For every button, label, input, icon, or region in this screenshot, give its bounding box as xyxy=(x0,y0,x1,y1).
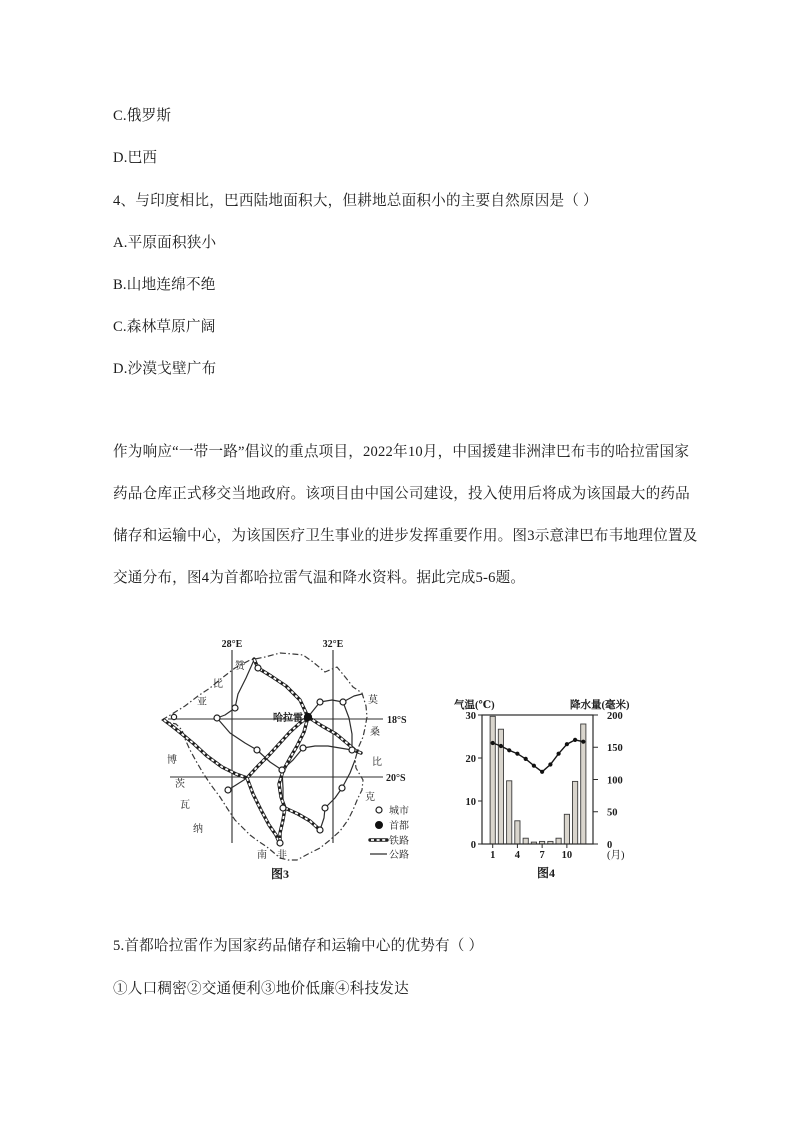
right-axis-tick-label: 0 xyxy=(607,839,613,851)
precip-bar xyxy=(507,781,512,844)
x-axis-tick-label: 4 xyxy=(514,850,521,861)
legend-road-label: 公路 xyxy=(389,850,409,861)
neighbor-label-char: 赞 xyxy=(235,661,245,672)
temperature-point xyxy=(557,752,561,756)
neighbor-label-char: 比 xyxy=(372,757,382,768)
figure3-caption: 图3 xyxy=(270,867,290,881)
capital-marker-harare xyxy=(304,713,311,720)
right-axis-tick-label: 150 xyxy=(607,743,623,755)
temperature-point xyxy=(548,762,552,766)
temperature-point xyxy=(573,738,577,742)
neighbor-label-char: 莫 xyxy=(368,695,378,706)
q4-option-b: B.山地连绵不绝 xyxy=(113,277,216,293)
precip-bar xyxy=(556,838,561,844)
left-axis-tick-label: 30 xyxy=(465,710,476,722)
temperature-point xyxy=(507,748,511,752)
neighbor-label-char: 比 xyxy=(213,679,223,690)
precip-bar xyxy=(573,781,578,844)
railway-network xyxy=(164,659,361,844)
q3-option-d: D.巴西 xyxy=(113,150,158,166)
figure3-zimbabwe-map xyxy=(150,638,420,888)
temperature-point xyxy=(515,752,519,756)
neighbor-label-char: 纳 xyxy=(193,824,203,835)
q4-option-c: C.森林草原广阔 xyxy=(113,319,216,335)
temperature-point xyxy=(581,740,585,744)
temperature-line xyxy=(493,740,584,772)
meridian-label-32e: 32°E xyxy=(322,639,344,650)
left-axis-tick-label: 0 xyxy=(470,839,476,851)
plot-area xyxy=(466,711,623,861)
temperature-point xyxy=(491,741,495,745)
left-axis-tick-label: 20 xyxy=(465,753,476,765)
x-axis-unit: (月) xyxy=(607,850,625,861)
precip-bar xyxy=(523,838,528,844)
legend-city-icon xyxy=(376,807,382,813)
legend-railway-label: 铁路 xyxy=(389,836,409,847)
legend-capital-icon xyxy=(376,822,383,829)
q4-option-d: D.沙漠戈壁广布 xyxy=(113,361,217,377)
precip-bar xyxy=(515,821,520,844)
x-axis-tick-label: 7 xyxy=(539,850,545,861)
passage-line-1: 作为响应“一带一路”倡议的重点项目，2022年10月，中国援建非洲津巴布韦的哈拉雷国家 xyxy=(113,444,690,460)
right-axis-tick-label: 50 xyxy=(607,807,618,819)
neighbor-label-char: 博 xyxy=(167,755,177,766)
right-axis-tick-label: 100 xyxy=(607,775,623,787)
neighbor-label-char: 克 xyxy=(365,792,375,803)
temperature-point xyxy=(532,764,536,768)
precip-bar xyxy=(564,814,569,844)
left-axis-title: 气温(℃) xyxy=(454,700,495,711)
temperature-point xyxy=(540,770,544,774)
road-network xyxy=(217,660,362,830)
x-axis-tick-label: 1 xyxy=(490,850,496,861)
left-axis-tick-label: 10 xyxy=(465,796,476,808)
legend-city-label: 城市 xyxy=(389,806,409,817)
parallel-label-20s: 20°S xyxy=(386,773,406,784)
neighbor-label-char: 桑 xyxy=(370,727,380,738)
neighbor-label-char: 南 xyxy=(257,850,267,861)
parallel-label-18s: 18°S xyxy=(387,715,407,726)
precip-bar xyxy=(490,716,495,844)
passage-line-4: 交通分布，图4为首都哈拉雷气温和降水资料。据此完成5-6题。 xyxy=(113,570,526,586)
q3-option-c: C.俄罗斯 xyxy=(113,108,172,124)
map-legend xyxy=(370,804,409,861)
neighbor-label-char: 瓦 xyxy=(180,800,190,811)
x-axis-tick-label: 10 xyxy=(561,850,573,861)
temperature-point xyxy=(499,744,503,748)
right-axis-tick-label: 200 xyxy=(607,710,623,722)
neighbor-label-char: 非 xyxy=(277,850,287,861)
legend-capital-label: 首都 xyxy=(389,821,409,832)
capital-label-harare: 哈拉雷 xyxy=(273,713,303,724)
temperature-point xyxy=(524,757,528,761)
meridian-label-28e: 28°E xyxy=(221,639,243,650)
neighbor-label-char: 茨 xyxy=(175,779,185,790)
figure4-climate-chart xyxy=(440,685,690,885)
neighbor-label-char: 亚 xyxy=(197,697,207,708)
q4-stem: 4、与印度相比，巴西陆地面积大，但耕地总面积小的主要自然原因是（ ） xyxy=(113,193,598,209)
q4-option-a: A.平原面积狭小 xyxy=(113,235,217,251)
passage-line-3: 储存和运输中心，为该国医疗卫生事业的进步发挥重要作用。图3示意津巴布韦地理位置及 xyxy=(113,528,698,544)
q5-stem: 5.首都哈拉雷作为国家药品储存和运输中心的优势有（ ） xyxy=(113,938,484,954)
passage-line-2: 药品仓库正式移交当地政府。该项目由中国公司建设，投入使用后将成为该国最大的药品 xyxy=(113,486,690,502)
figure4-caption: 图4 xyxy=(536,866,556,880)
right-axis-title: 降水量(毫米) xyxy=(570,700,630,711)
temperature-point xyxy=(565,742,569,746)
q5-items: ①人口稠密②交通便利③地价低廉④科技发达 xyxy=(113,981,409,997)
